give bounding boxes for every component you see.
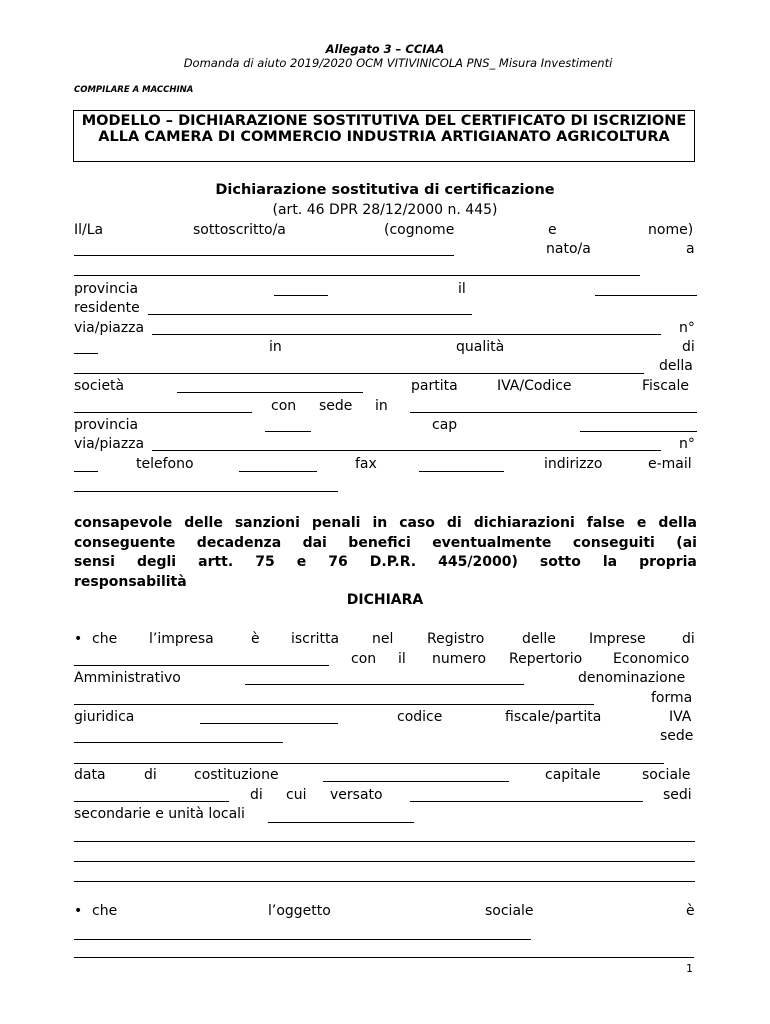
label-residente: residente (74, 300, 140, 316)
s2-e: è (686, 903, 695, 919)
label-il-la: Il/La (74, 222, 104, 238)
label-numero-sede: n° (679, 436, 695, 452)
label-sottoscritto: sottoscritto/a (193, 222, 286, 238)
s1-numero: numero (432, 651, 487, 667)
s1-codice: codice (397, 709, 443, 725)
consapevole-word: sotto (539, 554, 581, 570)
field-provincia-nascita[interactable] (274, 295, 328, 296)
s1-il: il (398, 651, 406, 667)
s1-impresa: l’impresa (149, 631, 214, 647)
s1-iscritta: iscritta (291, 631, 340, 647)
label-telefono: telefono (136, 456, 194, 472)
consapevole-word: penali (311, 515, 361, 531)
consapevole-line-4: responsabilità (74, 573, 187, 590)
consapevole-word: sanzioni (234, 515, 300, 531)
label-societa: società (74, 378, 125, 394)
field-cap[interactable] (580, 431, 697, 432)
field-via-residenza[interactable] (152, 334, 661, 335)
label-a: a (686, 241, 695, 257)
label-cognome: (cognome (384, 222, 455, 238)
dichiarazione-subtitle: (art. 46 DPR 28/12/2000 n. 445) (272, 202, 498, 218)
domanda-header: Domanda di aiuto 2019/2020 OCM VITIVINICOLA PNS_ Misura Investimenti (183, 56, 613, 70)
s1-delle: delle (522, 631, 556, 647)
s1-registro: Registro (427, 631, 485, 647)
label-con: con (271, 398, 297, 414)
dichiara-heading: DICHIARA (346, 592, 424, 608)
s1-iva: IVA (669, 709, 692, 725)
page-number: 1 (686, 962, 693, 975)
field-registro-imprese[interactable] (74, 665, 329, 666)
field-forma-giuridica[interactable] (200, 723, 338, 724)
field-partita-iva[interactable] (74, 412, 252, 413)
label-in-sede: in (375, 398, 388, 414)
field-residenza[interactable] (148, 314, 472, 315)
s1-data: data (74, 767, 106, 783)
field-email[interactable] (74, 491, 338, 492)
s1-giuridica: giuridica (74, 709, 135, 725)
s1-e: è (251, 631, 260, 647)
consapevole-word: e (636, 515, 647, 531)
modello-title-box (73, 110, 695, 162)
field-societa[interactable] (177, 392, 363, 393)
consapevole-word: la (602, 554, 618, 570)
field-qualita[interactable] (74, 373, 644, 374)
consapevole-paragraph (74, 514, 697, 592)
field-via-sede[interactable] (152, 450, 661, 451)
consapevole-word: decadenza (196, 534, 282, 551)
consapevole-word: artt. (198, 554, 234, 570)
s1-di: di (682, 631, 695, 647)
consapevole-word: benefici (348, 534, 411, 551)
consapevole-word: eventualmente (432, 534, 552, 551)
consapevole-line-2 (74, 534, 697, 554)
s1-costituzione: costituzione (194, 767, 279, 783)
consapevole-word: conseguiti (572, 534, 655, 551)
bullet-2: • (74, 903, 83, 919)
consapevole-word: 445/2000) (438, 554, 518, 570)
field-rea[interactable] (245, 684, 524, 685)
label-nome: nome) (648, 222, 694, 238)
field-provincia-sede[interactable] (265, 431, 311, 432)
s1-capitale: capitale (545, 767, 601, 783)
field-sedi-line-3[interactable] (74, 881, 695, 882)
consapevole-word: in (372, 515, 388, 531)
label-fiscale: Fiscale (642, 378, 689, 394)
consapevole-word: propria (639, 554, 697, 570)
s1-forma: forma (651, 690, 693, 706)
field-oggetto-sociale[interactable] (74, 939, 531, 940)
field-data-nascita[interactable] (595, 295, 697, 296)
consapevole-line-3 (74, 553, 697, 573)
s1-sedi: sedi (663, 787, 692, 803)
consapevole-word: sensi (74, 554, 115, 570)
s1-cui: cui (286, 787, 307, 803)
s1-versato: versato (330, 787, 383, 803)
field-sede[interactable] (410, 412, 697, 413)
consapevole-word: conseguente (74, 534, 176, 551)
s1-secondarie: secondarie e unità locali (74, 806, 245, 822)
label-provincia: provincia (74, 281, 139, 297)
label-il: il (458, 281, 466, 297)
consapevole-word: delle (184, 515, 223, 531)
label-nato: nato/a (546, 241, 591, 257)
label-di: di (682, 339, 695, 355)
field-codice-fiscale[interactable] (74, 742, 283, 743)
s1-fiscale-partita: fiscale/partita (505, 709, 602, 725)
consapevole-word: caso (399, 515, 435, 531)
consapevole-word: false (586, 515, 625, 531)
field-fax[interactable] (419, 471, 504, 472)
compilare-note: COMPILARE A MACCHINA (74, 85, 194, 95)
label-fax: fax (355, 456, 377, 472)
label-e: e (548, 222, 557, 238)
field-denominazione[interactable] (74, 704, 594, 705)
label-provincia-sede: provincia (74, 417, 139, 433)
consapevole-word: dai (302, 534, 327, 551)
consapevole-line-1 (74, 514, 697, 534)
s1-repertorio: Repertorio (509, 651, 583, 667)
s1-nel: nel (372, 631, 394, 647)
label-sede: sede (319, 398, 353, 414)
s1-che: che (92, 631, 118, 647)
allegato-header: Allegato 3 – CCIAA (325, 42, 445, 56)
label-via-piazza: via/piazza (74, 320, 145, 336)
consapevole-word: dichiarazioni (473, 515, 575, 531)
consapevole-word: consapevole (74, 515, 173, 531)
s1-amministrativo: Amministrativo (74, 670, 181, 686)
s1-imprese: Imprese (589, 631, 646, 647)
s1-di-costituzione: di (144, 767, 157, 783)
field-telefono[interactable] (239, 471, 317, 472)
s2-sociale: sociale (485, 903, 534, 919)
field-sedi-secondarie[interactable] (268, 822, 414, 823)
field-sedi-line-2[interactable] (74, 861, 695, 862)
label-della: della (659, 358, 693, 374)
field-sedi-line-1[interactable] (74, 841, 695, 842)
s1-di-cui: di (250, 787, 263, 803)
field-civico[interactable] (74, 353, 98, 354)
consapevole-word: di (446, 515, 462, 531)
field-civico-sede[interactable] (74, 471, 98, 472)
label-numero: n° (679, 320, 695, 336)
label-indirizzo: indirizzo (544, 456, 603, 472)
label-cap: cap (432, 417, 458, 433)
consapevole-word: 76 (328, 554, 348, 570)
s1-economico: Economico (613, 651, 690, 667)
field-sede-impresa[interactable] (74, 763, 664, 764)
consapevole-word: 75 (255, 554, 275, 570)
s1-sociale: sociale (642, 767, 691, 783)
modello-title: MODELLO – DICHIARAZIONE SOSTITUTIVA DEL CERTIFICATO DI ISCRIZIONE ALLA CAMERA DI COMMERCIO INDUSTRIA ARTIGIANATO AGRICOLTURA (81, 113, 687, 145)
field-luogo-nascita[interactable] (74, 275, 640, 276)
consapevole-word: D.P.R. (369, 554, 417, 570)
consapevole-word: e (296, 554, 307, 570)
consapevole-word: della (658, 515, 697, 531)
s1-denominazione: denominazione (578, 670, 686, 686)
footer-divider (74, 957, 694, 958)
label-qualita: qualità (456, 339, 505, 355)
field-capitale-versato[interactable] (410, 801, 643, 802)
dichiarazione-title: Dichiarazione sostitutiva di certificazione (215, 182, 555, 198)
field-capitale-sociale[interactable] (74, 801, 229, 802)
label-via-piazza-sede: via/piazza (74, 436, 145, 452)
s1-sede: sede (660, 728, 694, 744)
field-nome-cognome[interactable] (74, 255, 454, 256)
s1-con: con (351, 651, 377, 667)
consapevole-word: (ai (676, 534, 697, 551)
consapevole-word: degli (136, 554, 177, 570)
bullet-1: • (74, 631, 83, 647)
label-in: in (269, 339, 282, 355)
s2-oggetto: l’oggetto (268, 903, 331, 919)
label-email: e-mail (648, 456, 692, 472)
label-iva-codice: IVA/Codice (497, 378, 572, 394)
s2-che: che (92, 903, 118, 919)
label-partita: partita (411, 378, 458, 394)
field-data-costituzione[interactable] (323, 781, 509, 782)
